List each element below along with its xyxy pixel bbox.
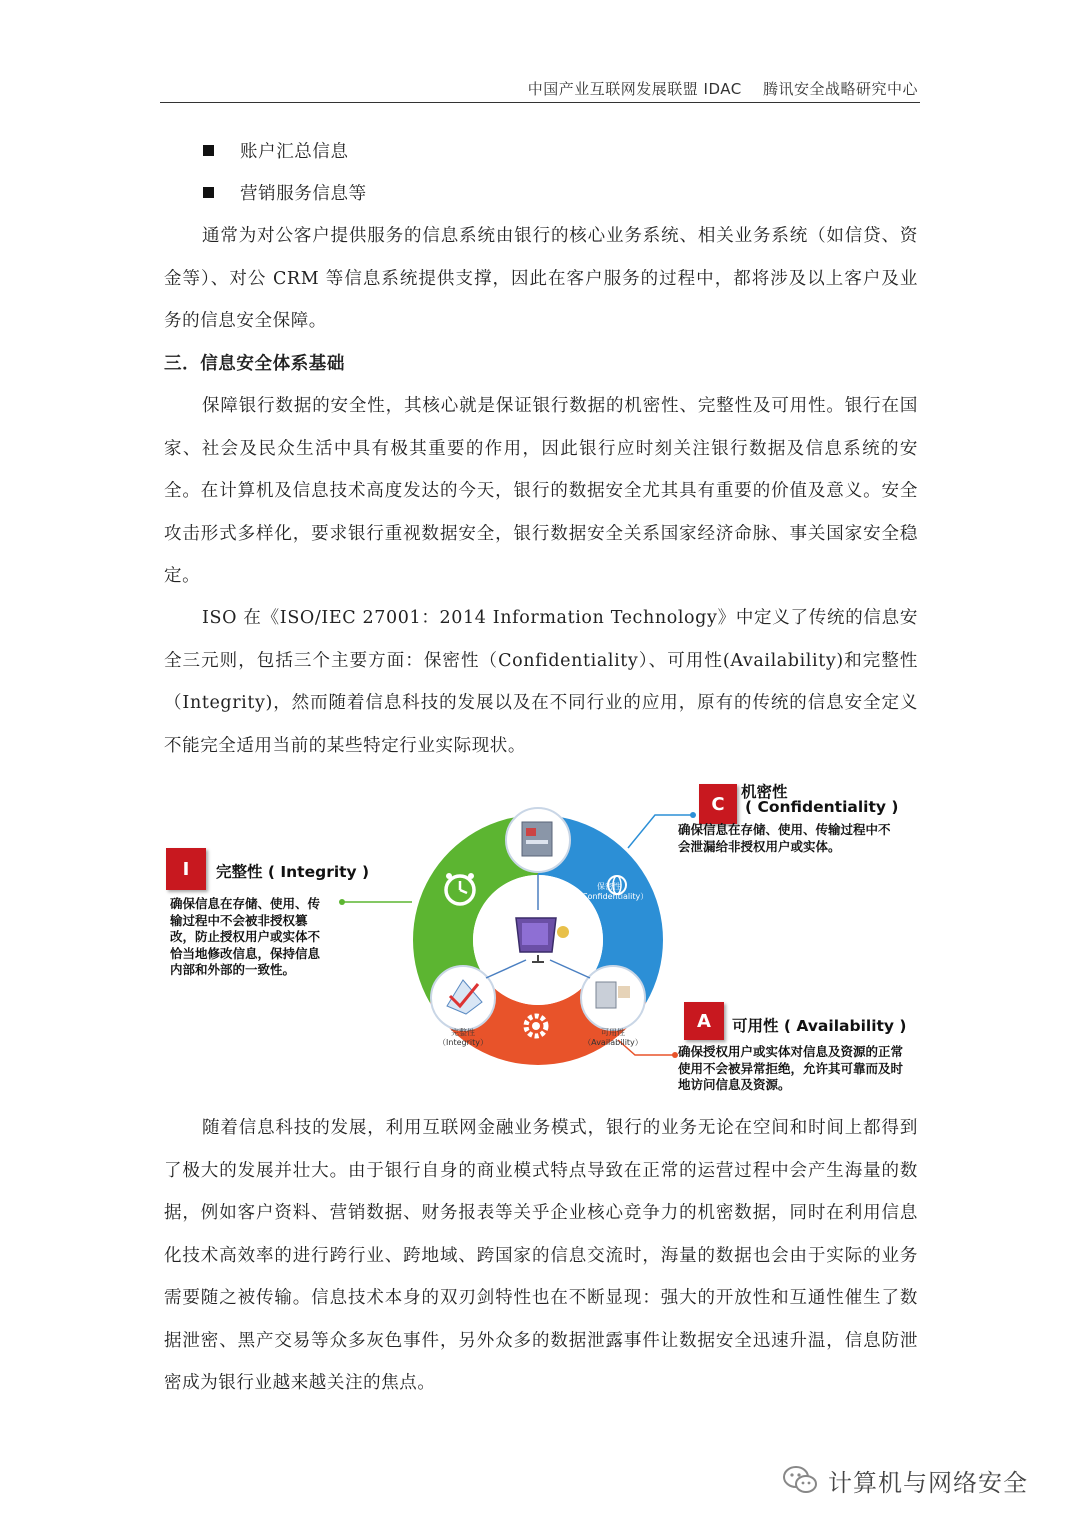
header-divider bbox=[160, 102, 920, 103]
header-org: 中国产业互联网发展联盟 IDAC bbox=[527, 80, 742, 98]
ring-label-integrity: 完整性 （Integrity） bbox=[438, 1028, 488, 1047]
ring-label-availability: 可用性 （Availability） bbox=[583, 1028, 643, 1047]
availability-letter-badge: A bbox=[684, 1002, 724, 1040]
availability-title: 可用性 ( Availability ) bbox=[732, 1017, 907, 1035]
connector-dot bbox=[690, 812, 696, 818]
paragraph: ISO 在《ISO/IEC 27001：2014 Information Technology》中定义了传统的信息安全三元则，包括三个主要方面：保密性（Confidentiality）、可用性(Availability)和完整性（Integrity)，然而随着信息科技的发展以及在不同行业的应用，原有的传统的信息安全定义不能完全适用当前的某些特定行业实际现状。 bbox=[164, 608, 918, 756]
availability-node bbox=[581, 966, 645, 1030]
ring-label-confidentiality: 保密性 （Confidentiality） bbox=[574, 882, 649, 901]
confidentiality-label bbox=[678, 778, 917, 878]
section-heading: 三．信息安全体系基础 bbox=[164, 354, 345, 374]
bullet-square-icon bbox=[203, 145, 214, 156]
cia-triad-diagram bbox=[160, 770, 920, 1100]
integrity-node bbox=[431, 966, 495, 1030]
confidentiality-node bbox=[506, 808, 570, 872]
paragraph: 通常为对公客户提供服务的信息系统由银行的核心业务系统、相关业务系统（如信贷、资金等）、对公 CRM 等信息系统提供支撑，因此在客户服务的过程中，都将涉及以上客户及业务的信息安全保障。 bbox=[164, 226, 918, 331]
availability-label bbox=[680, 1000, 920, 1100]
page-header bbox=[162, 78, 918, 100]
integrity-title: 完整性 ( Integrity ) bbox=[216, 863, 370, 881]
availability-description: 确保授权用户或实体对信息及资源的正常使用不会被异常拒绝，允许其可靠而及时地访问信息及资源。 bbox=[678, 1044, 904, 1092]
bullet-item: 营销服务信息等 bbox=[203, 179, 367, 209]
integrity-letter-badge: I bbox=[166, 848, 206, 890]
confidentiality-description: 确保信息在存储、使用、传输过程中不会泄漏给非授权用户或实体。 bbox=[678, 822, 891, 854]
watermark-text: 计算机与网络安全 bbox=[828, 1468, 1028, 1497]
paragraph: 随着信息科技的发展，利用互联网金融业务模式，银行的业务无论在空间和时间上都得到了极大的发展并壮大。由于银行自身的商业模式特点导致在正常的运营过程中会产生海量的数据，例如客户资料、营销数据、财务报表等关乎企业核心竞争力的机密数据，同时在利用信息化技术高效率的进行跨行业、跨地域、跨国家的信息交流时，海量的数据也会由于实际的业务需要随之被传输。信息技术本身的双刃剑特性也在不断显现：强大的开放性和互通性催生了数据泄密、黑产交易等众多灰色事件，另外众多的数据泄露事件让数据安全迅速升温，信息防泄密成为银行业越来越关注的焦点。 bbox=[164, 1118, 918, 1393]
header-center: 腾讯安全战略研究中心 bbox=[762, 80, 918, 98]
paragraph: 保障银行数据的安全性，其核心就是保证银行数据的机密性、完整性及可用性。银行在国家、社会及民众生活中具有极其重要的作用，因此银行应时刻关注银行数据及信息系统的安全。在计算机及信息技术高度发达的今天，银行的数据安全尤其具有重要的价值及意义。安全攻击形式多样化，要求银行重视数据安全，银行数据安全关系国家经济命脉、事关国家安全稳定。 bbox=[164, 396, 918, 586]
watermark bbox=[782, 1460, 1028, 1500]
confidentiality-letter-badge: C bbox=[699, 784, 737, 824]
integrity-description: 确保信息在存储、使用、传输过程中不会被非授权篡改，防止授权用户或实体不恰当地修改信息，保持信息内部和外部的一致性。 bbox=[170, 896, 321, 977]
wechat-icon bbox=[782, 1465, 818, 1495]
bullet-item: 账户汇总信息 bbox=[203, 137, 349, 167]
integrity-label bbox=[166, 848, 370, 998]
confidentiality-title-cn: 机密性 bbox=[741, 783, 788, 801]
bullet-square-icon bbox=[203, 187, 214, 198]
confidentiality-title-en: ( Confidentiality ) bbox=[745, 798, 899, 816]
